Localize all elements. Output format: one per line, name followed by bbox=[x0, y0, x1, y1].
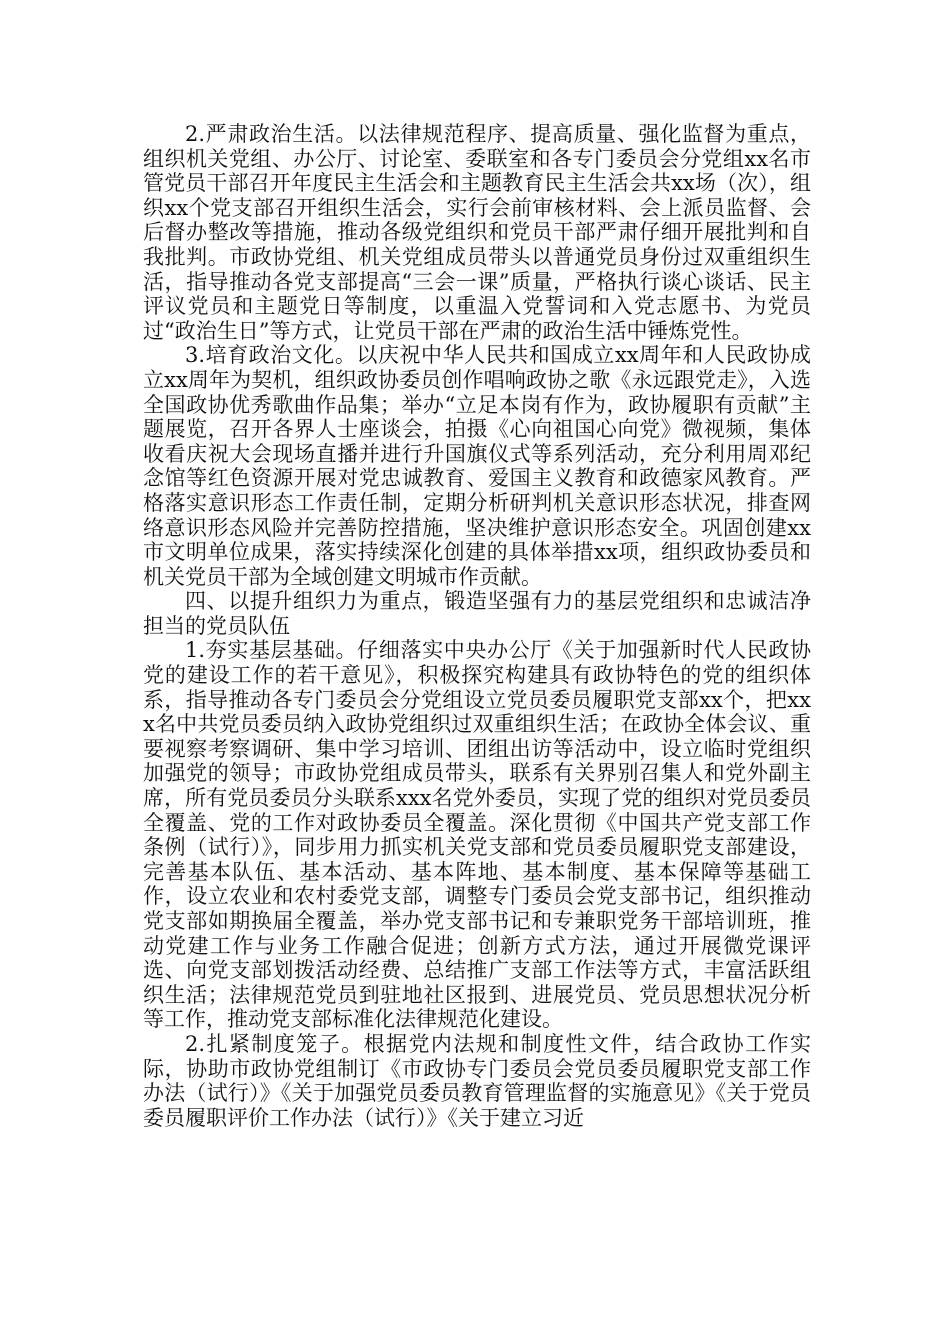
document-body bbox=[143, 122, 811, 1130]
paragraph-strict-political-life: 2.严肃政治生活。以法律规范程序、提高质量、强化监督为重点，组织机关党组、办公厅、讨论室、委联室和各专门委员会分党组xx名市管党员干部召开年度民主生活会和主题教育民主生活会共xx场（次），组织xx个党支部召开组织生活会，实行会前审核材料、会上派员监督、会后督办整改等措施，推动各级党组织和党员干部严肃仔细开展批判和自我批判。市政协党组、机关党组成员带头以普通党员身份过双重组织生活，指导推动各党支部提高“三会一课”质量，严格执行谈心谈话、民主评议党员和主题党日等制度，以重温入党誓词和入党志愿书、为党员过“政治生日”等方式，让党员干部在严肃的政治生活中锤炼党性。 bbox=[143, 122, 811, 343]
paragraph-institutional-rules: 2.扎紧制度笼子。根据党内法规和制度性文件，结合政协工作实际，协助市政协党组制订《市政协专门委员会党员委员履职党支部工作办法（试行）》《关于加强党员委员教育管理监督的实施意见》《关于党员委员履职评价工作办法（试行）》《关于建立习近 bbox=[143, 1031, 811, 1130]
section-heading-organization: 四、以提升组织力为重点，锻造坚强有力的基层党组织和忠诚洁净担当的党员队伍 bbox=[143, 589, 811, 638]
paragraph-grassroots-foundation: 1.夯实基层基础。仔细落实中央办公厅《关于加强新时代人民政协党的建设工作的若干意见》，积极探究构建具有政协特色的党的组织体系，指导推动各专门委员会分党组设立党员委员履职党支部xx个，把xxx名中共党员委员纳入政协党组织过双重组织生活；在政协全体会议、重要视察考察调研、集中学习培训、团组出访等活动中，设立临时党组织加强党的领导；市政协党组成员带头，联系有关界别召集人和党外副主席，所有党员委员分头联系xxx名党外委员，实现了党的组织对党员委员全覆盖、党的工作对政协委员全覆盖。深化贯彻《中国共产党支部工作条例（试行）》，同步用力抓实机关党支部和党员委员履职党支部建设，完善基本队伍、基本活动、基本阵地、基本制度、基本保障等基础工作，设立农业和农村委党支部，调整专门委员会党支部书记，组织推动党支部如期换届全覆盖，举办党支部书记和专兼职党务干部培训班，推动党建工作与业务工作融合促进；创新方式方法，通过开展微党课评选、向党支部划拨活动经费、总结推广支部工作法等方式，丰富活跃组织生活；法律规范党员到驻地社区报到、进展党员、党员思想状况分析等工作，推动党支部标准化法律规范化建设。 bbox=[143, 638, 811, 1032]
paragraph-political-culture: 3.培育政治文化。以庆祝中华人民共和国成立xx周年和人民政协成立xx周年为契机，组织政协委员创作唱响政协之歌《永远跟党走》，入选全国政协优秀歌曲作品集；举办“立足本岗有作为，政协履职有贡献”主题展览，召开各界人士座谈会，拍摄《心向祖国心向党》微视频，集体收看庆祝大会现场直播并进行升国旗仪式等系列活动，充分利用周邓纪念馆等红色资源开展对党忠诚教育、爱国主义教育和政德家风教育。严格落实意识形态工作责任制，定期分析研判机关意识形态状况，排查网络意识形态风险并完善防控措施，坚决维护意识形态安全。巩固创建xx市文明单位成果，落实持续深化创建的具体举措xx项，组织政协委员和机关党员干部为全域创建文明城市作贡献。 bbox=[143, 343, 811, 589]
